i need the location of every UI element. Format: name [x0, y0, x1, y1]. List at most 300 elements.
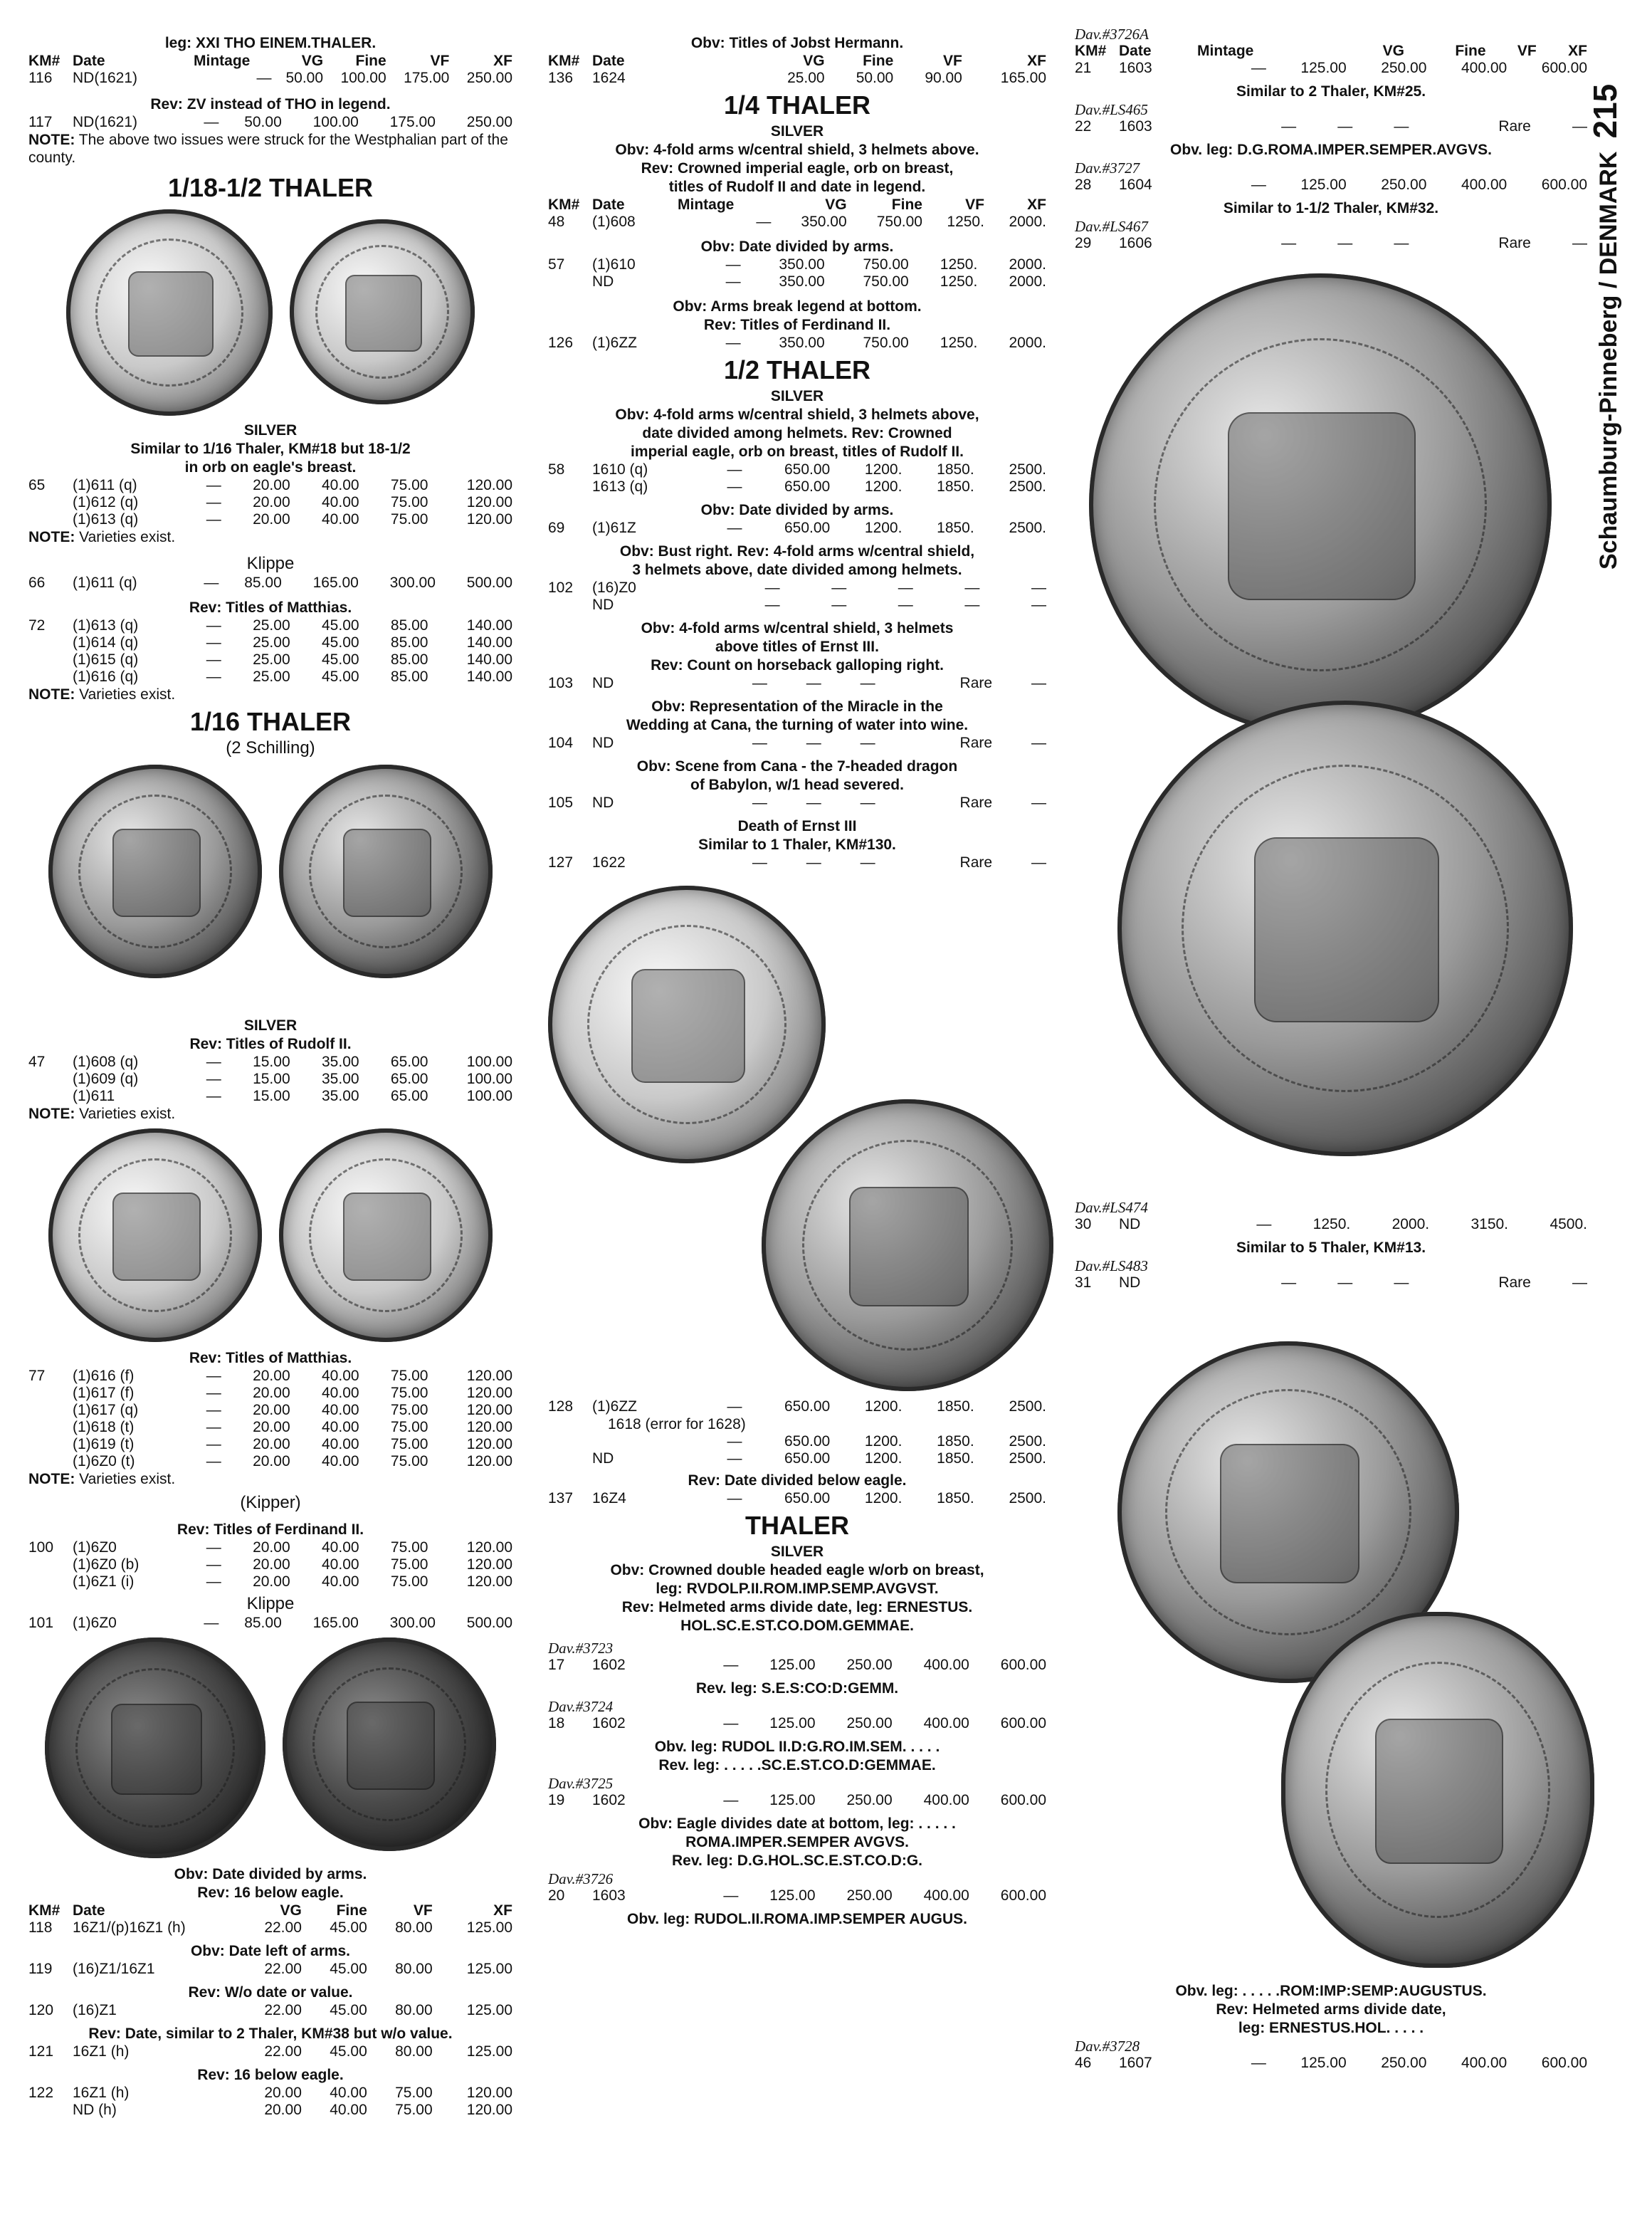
cell-fine: 250.00: [846, 1887, 893, 1904]
table-row: [1075, 1274, 1587, 1291]
description: ROMA.IMPER.SEMPER AVGVS.: [685, 1834, 909, 1850]
description: Obv: Crowned double headed eagle w/orb on breast,: [610, 1562, 984, 1578]
cell-km: 65: [28, 477, 46, 493]
table-row: [28, 1054, 512, 1071]
cell-vg: 20.00: [253, 1419, 290, 1435]
cell-date: (1)615 (q): [73, 651, 139, 668]
cell-vf: Rare: [959, 854, 993, 871]
price-table: [28, 1902, 512, 1937]
cell-vg: 25.00: [253, 617, 290, 634]
table-row: [548, 520, 1046, 537]
cell-fine: 40.00: [330, 2102, 367, 2118]
price-table: [548, 520, 1046, 537]
cell-xf: 2000.: [1009, 335, 1046, 351]
description: Obv: Representation of the Miracle in the: [651, 698, 943, 715]
cell-km: [548, 478, 592, 496]
cell-date: (1)61Z: [592, 520, 636, 536]
description: Obv: 4-fold arms w/central shield, 3 helmets: [641, 620, 954, 636]
price-table: [548, 795, 1046, 812]
cell-fine: 45.00: [322, 634, 359, 651]
cell-date: 1603: [1119, 118, 1152, 135]
section-heading: 1/16 THALER: [189, 707, 352, 736]
description: Obv: 4-fold arms w/central shield, 3 helmets above,: [615, 407, 979, 423]
cell-fine: —: [860, 854, 875, 871]
cell-vg: —: [806, 795, 821, 811]
table-row: [28, 1556, 512, 1573]
price-table: [1075, 60, 1587, 77]
cell-mintage: —: [206, 1453, 221, 1469]
coin-obverse-image: [48, 1128, 262, 1342]
description: above titles of Ernst III.: [715, 639, 879, 655]
cell-fine: 40.00: [322, 477, 359, 493]
table-row: [548, 675, 1046, 692]
description: Similar to 1 Thaler, KM#130.: [698, 837, 896, 853]
cell-vg: —: [806, 735, 821, 751]
coin-reverse-image: [1281, 1612, 1594, 1968]
cell-date: [592, 1433, 713, 1450]
cell-vg: 20.00: [253, 511, 290, 528]
cell-mintage: —: [1281, 118, 1297, 135]
cell-mintage: —: [206, 1088, 221, 1104]
cell-km: 18: [548, 1715, 565, 1731]
description: Rev: Crowned imperial eagle, orb on breast,: [641, 160, 954, 177]
metal-label: SILVER: [243, 422, 298, 439]
table-row: 118 16Z1/(p)16Z1 (h) 22.00 45.00 80.00 125.00: [28, 1919, 512, 1936]
table-row: [548, 1490, 1046, 1507]
cell-vg: 125.00: [769, 1715, 816, 1731]
rev-note: Rev: Titles of Matthias.: [189, 1350, 352, 1366]
cell-fine: 35.00: [322, 1071, 359, 1087]
cell-vf: 75.00: [390, 1453, 428, 1469]
cell-xf: 600.00: [1000, 1657, 1046, 1673]
cell-vg: 20.00: [253, 1573, 290, 1590]
table-header: KM# Date VG Fine VF XF: [548, 53, 1046, 69]
cell-date: (1)619 (t): [73, 1436, 135, 1452]
cell-fine: —: [860, 795, 875, 811]
coin-images: [28, 765, 512, 978]
cell-fine: 1200.: [864, 520, 903, 536]
table-row: [28, 1453, 512, 1470]
cell-vf: 85.00: [390, 651, 428, 668]
coin-obverse-image: [548, 886, 826, 1163]
coin-images: [1075, 1341, 1587, 1982]
table-row: [548, 735, 1046, 752]
cell-mintage: —: [723, 1657, 739, 1673]
side-tab-title: Schaumburg-Pinneberg / DENMARK: [1595, 151, 1622, 570]
cell-date: (1)6Z0 (b): [73, 1556, 140, 1573]
cell-fine: 2000.: [1391, 1216, 1430, 1232]
description: imperial eagle, orb on breast, titles of Rudolf II.: [631, 444, 964, 460]
cell-xf: 2500.: [1009, 478, 1046, 495]
cell-fine: 40.00: [322, 1453, 359, 1469]
cell-mintage: —: [727, 1490, 742, 1506]
cell-mintage: —: [206, 1539, 221, 1556]
klippe-label: Klippe: [246, 1594, 295, 1613]
error-note: 1618 (error for 1628): [608, 1416, 746, 1432]
cell-vg: —: [806, 675, 821, 691]
table-row: [548, 854, 1046, 871]
description: Obv. leg: RUDOL.II.ROMA.IMP.SEMPER AUGUS.: [627, 1911, 967, 1927]
price-table: [548, 196, 1046, 231]
cell-vf: 65.00: [390, 1088, 428, 1104]
price-table: [28, 617, 512, 686]
cell-date: (1)6Z0 (t): [73, 1453, 135, 1469]
cell-vf: 75.00: [395, 2102, 433, 2118]
cell-km: 105: [548, 795, 574, 811]
cell-vf: 1250.: [940, 256, 978, 273]
cell-vf: 85.00: [390, 669, 428, 685]
cell-xf: —: [1031, 795, 1046, 811]
price-table: [548, 1433, 1046, 1467]
cell-vf: Rare: [1498, 118, 1531, 135]
description: Rev. leg: D.G.HOL.SC.E.ST.CO.D:G.: [672, 1852, 922, 1869]
cell-mintage: —: [1251, 60, 1266, 76]
table-row: [28, 1539, 512, 1556]
cell-km: [28, 2102, 73, 2119]
obv-note: Obv: Date divided by arms.: [700, 502, 894, 518]
cell-fine: 35.00: [322, 1054, 359, 1070]
cell-xf: 120.00: [466, 1419, 512, 1435]
cell-vf: 75.00: [395, 2085, 433, 2101]
description: Obv: Bust right. Rev: 4-fold arms w/central shield,: [619, 543, 975, 560]
coin-reverse-image: [1117, 701, 1573, 1156]
cell-vg: 20.00: [253, 1556, 290, 1573]
cell-vg: 20.00: [253, 1368, 290, 1384]
cell-vg: 25.00: [253, 634, 290, 651]
davenport-ref: Dav.#3726A: [1075, 26, 1149, 43]
cell-mintage: —: [727, 478, 742, 495]
cell-km: [28, 1419, 73, 1436]
cell-xf: 2500.: [1009, 1450, 1046, 1467]
cell-fine: 40.00: [322, 1539, 359, 1556]
cell-mintage: —: [206, 1385, 221, 1401]
table-row: [28, 1402, 512, 1419]
cell-vf: 400.00: [923, 1792, 969, 1808]
cell-xf: 2000.: [1009, 256, 1046, 273]
cell-mintage: —: [206, 651, 221, 668]
cell-vf: —: [964, 580, 980, 596]
cell-date: (1)6ZZ: [592, 335, 637, 351]
cell-mintage: —: [1281, 235, 1297, 251]
cell-vg: 650.00: [784, 1398, 831, 1415]
cell-vg: —: [806, 854, 821, 871]
cell-vg: 15.00: [253, 1054, 290, 1070]
kipper-label: (Kipper): [240, 1493, 301, 1512]
cell-vf: 3150.: [1471, 1216, 1509, 1232]
cell-xf: —: [1572, 1274, 1587, 1291]
description: Obv: 4-fold arms w/central shield, 3 helmets above.: [615, 142, 979, 158]
cell-date: (1)617 (q): [73, 1402, 139, 1418]
cell-vg: 15.00: [253, 1088, 290, 1104]
cell-vf: 75.00: [390, 1436, 428, 1452]
cell-vf: 400.00: [923, 1657, 969, 1673]
cell-xf: 100.00: [466, 1088, 512, 1104]
table-row: 116 ND(1621) — 50.00 100.00 175.00 250.00: [28, 70, 512, 86]
cell-xf: —: [1031, 735, 1046, 751]
cell-xf: 600.00: [1541, 2055, 1587, 2071]
cell-xf: 120.00: [466, 1368, 512, 1384]
table-row: [1075, 177, 1587, 194]
cell-xf: 2500.: [1009, 1433, 1046, 1450]
cell-vf: Rare: [959, 735, 993, 751]
cell-xf: 600.00: [1000, 1792, 1046, 1808]
cell-mintage: —: [725, 256, 741, 273]
cell-mintage: —: [725, 273, 741, 290]
description: Obv: Eagle divides date at bottom, leg: . . . . .: [638, 1815, 956, 1832]
cell-xf: 100.00: [466, 1071, 512, 1087]
cell-xf: 2500.: [1009, 520, 1046, 536]
cell-km: [28, 1436, 73, 1453]
cell-vg: 650.00: [784, 461, 831, 478]
cell-mintage: —: [206, 1071, 221, 1087]
coin-reverse-image: [762, 1099, 1053, 1391]
cell-fine: 40.00: [330, 2085, 367, 2101]
cell-km: [548, 273, 592, 290]
cell-date: (1)613 (q): [73, 511, 139, 528]
cell-mintage: —: [723, 1715, 739, 1731]
cell-vg: 125.00: [769, 1657, 816, 1673]
cell-date: (1)612 (q): [73, 494, 139, 510]
cell-mintage: —: [206, 494, 221, 510]
price-table: [28, 1615, 512, 1632]
cell-mintage: —: [206, 1556, 221, 1573]
cell-mintage: —: [206, 1419, 221, 1435]
cell-vg: 20.00: [253, 1385, 290, 1401]
cell-xf: 120.00: [466, 1573, 512, 1590]
cell-vg: —: [1337, 1274, 1353, 1291]
cell-date: ND: [592, 273, 614, 290]
cell-km: [28, 1385, 73, 1402]
metal-label: SILVER: [770, 388, 824, 404]
table-row: 48 (1)608 — 350.00 750.00 1250. 2000.: [548, 214, 1046, 230]
obv-note: Obv: Date divided by arms.: [700, 239, 894, 255]
cell-km: 31: [1075, 1274, 1092, 1291]
cell-vf: 1850.: [937, 1398, 974, 1415]
cell-vf: 75.00: [390, 1402, 428, 1418]
cell-vf: 75.00: [390, 1573, 428, 1590]
cell-km: 69: [548, 520, 565, 536]
cell-xf: 120.00: [466, 1402, 512, 1418]
coin-obverse-image: [48, 765, 262, 978]
cell-fine: —: [898, 597, 913, 613]
note: NOTE: Varieties exist.: [28, 1106, 176, 1122]
cell-km: [548, 597, 592, 614]
davenport-ref: Dav.#3723: [548, 1640, 614, 1657]
cell-fine: 40.00: [322, 1402, 359, 1418]
cell-fine: 45.00: [322, 651, 359, 668]
table-row: [548, 1657, 1046, 1674]
side-tab: [1584, 14, 1626, 570]
cell-xf: 120.00: [466, 477, 512, 493]
cell-date: 1602: [592, 1715, 626, 1731]
cell-km: 103: [548, 675, 574, 691]
cell-date: 1603: [1119, 60, 1152, 76]
cell-xf: 120.00: [466, 511, 512, 528]
cell-fine: 750.00: [863, 256, 909, 273]
column-middle: [548, 0, 1046, 1929]
cell-fine: 250.00: [1381, 177, 1427, 193]
note: NOTE: Varieties exist.: [28, 1471, 176, 1487]
cell-km: 126: [548, 335, 574, 351]
cell-date: 1606: [1119, 235, 1152, 251]
cell-vf: 85.00: [390, 617, 428, 634]
cell-vg: 125.00: [1300, 60, 1347, 76]
cell-km: 46: [1075, 2055, 1092, 2071]
cell-mintage: —: [727, 461, 742, 478]
coin-images: [28, 1128, 512, 1342]
table-row: [28, 669, 512, 686]
cell-xf: 120.00: [466, 2085, 512, 2101]
cell-mintage: —: [727, 1450, 742, 1467]
obv-note: Obv: Date divided by arms.: [174, 1866, 367, 1882]
cell-date: 1602: [592, 1657, 626, 1673]
price-table: [548, 461, 1046, 496]
description: Obv. leg: . . . . .ROM:IMP:SEMP:AUGUSTUS.: [1175, 1983, 1487, 1999]
cell-km: 102: [548, 580, 574, 596]
cell-xf: 120.00: [466, 1453, 512, 1469]
price-table: [548, 53, 1046, 87]
price-table: [1075, 235, 1587, 252]
coin-images: [1075, 273, 1587, 1199]
table-row: [548, 1887, 1046, 1904]
cell-vf: 75.00: [390, 477, 428, 493]
price-table: [28, 114, 512, 131]
cell-fine: 35.00: [322, 1088, 359, 1104]
section-subheading: (2 Schilling): [226, 738, 315, 758]
rev-note: Rev: ZV instead of THO in legend.: [150, 96, 391, 112]
description: leg: ERNESTUS.HOL. . . . .: [1238, 2020, 1424, 2036]
cell-fine: —: [1394, 118, 1409, 135]
description: Wedding at Cana, the turning of water into wine.: [626, 717, 969, 733]
description: Similar to 5 Thaler, KM#13.: [1236, 1240, 1426, 1256]
table-row: [28, 1573, 512, 1590]
cell-fine: 1200.: [864, 478, 903, 495]
cell-km: [28, 1402, 73, 1419]
cell-fine: —: [860, 735, 875, 751]
cell-fine: 1200.: [864, 461, 903, 478]
table-row: [28, 634, 512, 651]
cell-vg: 20.00: [253, 1402, 290, 1418]
cell-date: (1)616 (q): [73, 669, 139, 685]
cell-vg: 20.00: [253, 494, 290, 510]
table-row: [28, 651, 512, 669]
cell-date: (1)6Z1 (i): [73, 1573, 135, 1590]
table-row: [1075, 2055, 1587, 2072]
cell-date: 1607: [1119, 2055, 1152, 2071]
cell-xf: 140.00: [466, 634, 512, 651]
table-row: [548, 597, 1046, 614]
cell-vf: Rare: [959, 795, 993, 811]
table-row: [548, 795, 1046, 812]
price-table: [548, 1887, 1046, 1904]
cell-xf: 140.00: [466, 669, 512, 685]
klippe-label: Klippe: [246, 554, 295, 573]
cell-vg: 20.00: [253, 1453, 290, 1469]
cell-vf: 400.00: [923, 1715, 969, 1731]
cell-xf: 120.00: [466, 1556, 512, 1573]
cell-fine: 45.00: [322, 617, 359, 634]
cell-date: ND: [592, 597, 614, 613]
cell-vg: 650.00: [784, 1433, 831, 1450]
cell-vg: 650.00: [784, 478, 831, 495]
cell-km: [28, 1573, 73, 1590]
price-table: [548, 580, 1046, 614]
coin-images: [548, 886, 1046, 1398]
cell-vf: Rare: [959, 675, 993, 691]
cell-xf: 120.00: [466, 1385, 512, 1401]
price-table: [28, 477, 512, 528]
table-row: 120 (16)Z1 22.00 45.00 80.00 125.00: [28, 2002, 512, 2018]
cell-xf: 4500.: [1550, 1216, 1587, 1232]
table-row: [28, 511, 512, 528]
price-table: [548, 854, 1046, 871]
cell-vg: 125.00: [1300, 2055, 1347, 2071]
cell-date: (1)617 (f): [73, 1385, 135, 1401]
cell-mintage: —: [206, 634, 221, 651]
cell-mintage: —: [764, 580, 780, 596]
price-table: [548, 335, 1046, 352]
cell-xf: 2000.: [1009, 273, 1046, 290]
table-row: [548, 1450, 1046, 1467]
cell-vf: 75.00: [390, 1556, 428, 1573]
cell-vf: 400.00: [1461, 2055, 1508, 2071]
cell-date: (1)6Z0: [73, 1539, 117, 1556]
cell-date: ND: [592, 675, 614, 691]
cell-km: 17: [548, 1657, 565, 1673]
cell-date: ND: [592, 735, 614, 751]
cell-vg: —: [1337, 235, 1353, 251]
cell-vf: 1850.: [937, 1433, 974, 1450]
table-row: [28, 1385, 512, 1402]
cell-km: 57: [548, 256, 565, 273]
cell-mintage: —: [727, 1433, 742, 1450]
cell-mintage: —: [206, 617, 221, 634]
table-row: [28, 1436, 512, 1453]
legend-note: leg: XXI THO EINEM.THALER.: [164, 35, 377, 51]
table-header: KM# Date Mintage VG Fine VF XF: [28, 53, 512, 69]
cell-xf: 120.00: [466, 2102, 512, 2118]
davenport-ref: Dav.#3725: [548, 1775, 614, 1792]
description: Rev. leg: S.E.S:CO:D:GEMM.: [695, 1680, 899, 1697]
cell-mintage: —: [1281, 1274, 1297, 1291]
cell-xf: 600.00: [1541, 177, 1587, 193]
cell-km: 58: [548, 461, 565, 478]
cell-fine: 1200.: [864, 1490, 903, 1506]
price-table: [1075, 2055, 1587, 2072]
cell-mintage: —: [752, 795, 767, 811]
cell-xf: —: [1031, 597, 1046, 613]
cell-date: (1)618 (t): [73, 1419, 135, 1435]
cell-date: 1622: [592, 854, 626, 871]
cell-mintage: —: [727, 1398, 742, 1415]
cell-mintage: —: [206, 669, 221, 685]
cell-mintage: —: [1251, 2055, 1266, 2071]
note: NOTE: Varieties exist.: [28, 529, 176, 545]
cell-xf: 600.00: [1000, 1715, 1046, 1731]
cell-vg: 20.00: [253, 1436, 290, 1452]
cell-fine: 250.00: [846, 1792, 893, 1808]
price-table: [28, 53, 512, 87]
price-table: [548, 1792, 1046, 1809]
rev-note: Rev: Titles of Rudolf II.: [189, 1036, 352, 1052]
cell-vf: 75.00: [390, 1368, 428, 1384]
cell-xf: 2500.: [1009, 461, 1046, 478]
table-row: [28, 1071, 512, 1088]
cell-xf: —: [1572, 118, 1587, 135]
description: Obv: Scene from Cana - the 7-headed dragon: [636, 758, 958, 775]
price-table: [1075, 1216, 1587, 1233]
cell-fine: 40.00: [322, 1368, 359, 1384]
